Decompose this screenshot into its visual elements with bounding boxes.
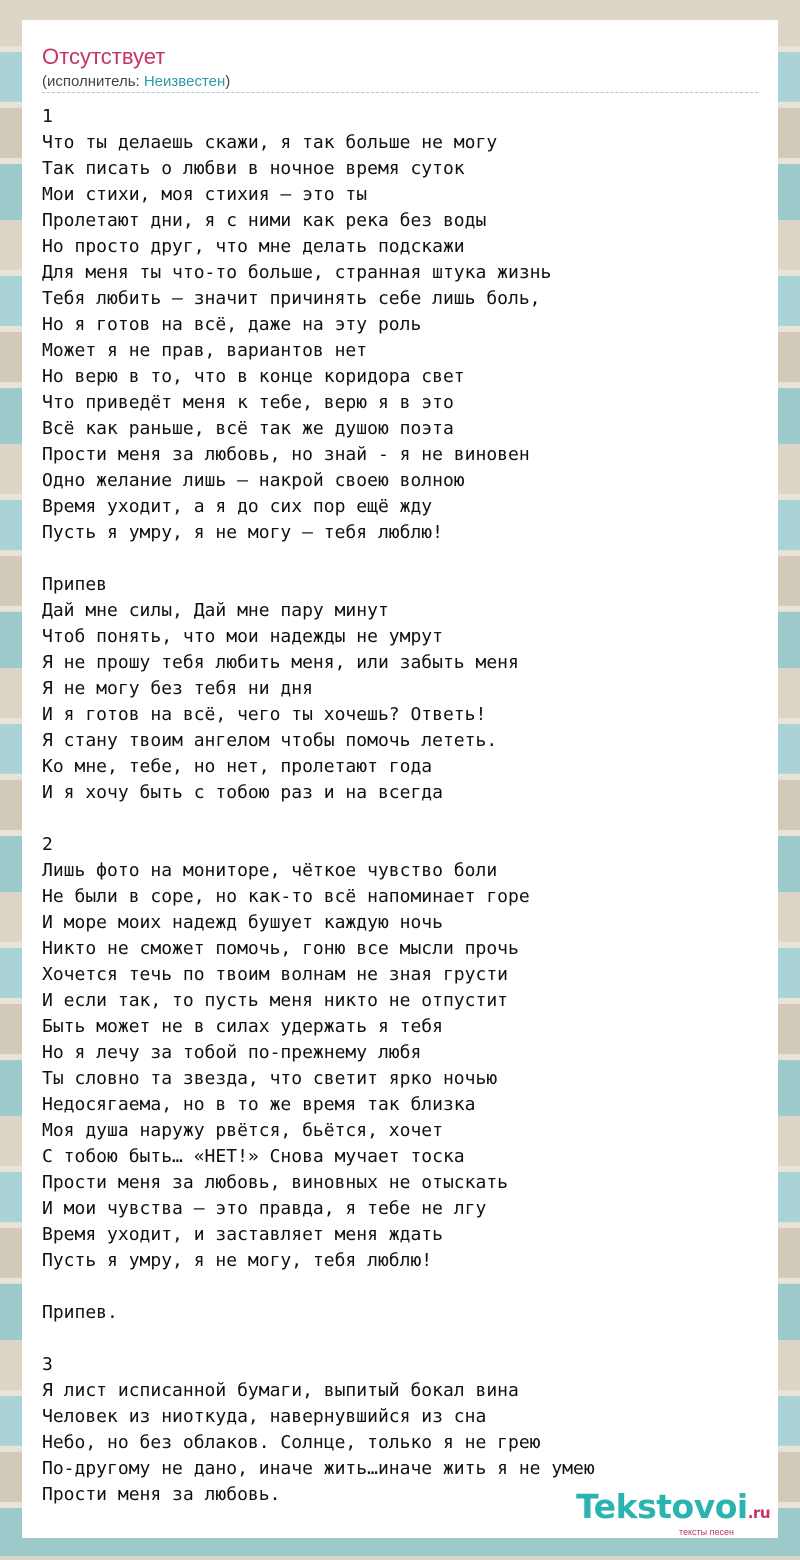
lyric-line: Человек из ниоткуда, навернувшийся из сна <box>42 1406 487 1427</box>
artist-suffix: ) <box>225 73 231 90</box>
lyric-line: Небо, но без облаков. Солнце, только я не грею <box>42 1432 541 1453</box>
lyric-line: Ты словно та звезда, что светит ярко ночью <box>42 1068 498 1089</box>
lyric-line: 3 <box>42 1354 53 1375</box>
lyric-line: Быть может не в силах удержать я тебя <box>42 1016 443 1037</box>
lyrics-text <box>42 104 595 1508</box>
lyric-blank-line <box>42 546 595 572</box>
lyric-line: Прости меня за любовь. <box>42 1484 281 1505</box>
lyric-line: Но я лечу за тобой по-прежнему любя <box>42 1042 422 1063</box>
lyric-line: Но верю в то, что в конце коридора свет <box>42 366 465 387</box>
lyric-line: Тебя любить – значит причинять себе лишь боль, <box>42 288 541 309</box>
lyric-line: Но просто друг, что мне делать подскажи <box>42 236 465 257</box>
lyric-line: Что приведёт меня к тебе, верю я в это <box>42 392 454 413</box>
lyric-line: Моя душа наружу рвётся, бьётся, хочет <box>42 1120 443 1141</box>
artist-prefix: (исполнитель: <box>42 73 144 90</box>
lyric-line: Ко мне, тебе, но нет, пролетают года <box>42 756 433 777</box>
lyric-line: Но я готов на всё, даже на эту роль <box>42 314 422 335</box>
lyric-blank-line <box>42 1326 595 1352</box>
lyric-line: Прости меня за любовь, виновных не отыскать <box>42 1172 508 1193</box>
lyric-line: Пусть я умру, я не могу, тебя люблю! <box>42 1250 433 1271</box>
lyric-line: Так писать о любви в ночное время суток <box>42 158 465 179</box>
lyric-line: Чтоб понять, что мои надежды не умрут <box>42 626 443 647</box>
lyric-line: Припев. <box>42 1302 118 1323</box>
lyric-line: Лишь фото на мониторе, чёткое чувство боли <box>42 860 498 881</box>
lyric-line: Недосягаема, но в то же время так близка <box>42 1094 476 1115</box>
lyric-line: Для меня ты что-то больше, странная штука жизнь <box>42 262 552 283</box>
lyric-line: Хочется течь по твоим волнам не зная грусти <box>42 964 508 985</box>
lyric-line: По-другому не дано, иначе жить…иначе жить я не умею <box>42 1458 595 1479</box>
lyric-line: Одно желание лишь – накрой своею волною <box>42 470 465 491</box>
lyric-line: И море моих надежд бушует каждую ночь <box>42 912 443 933</box>
lyric-line: Что ты делаешь скажи, я так больше не могу <box>42 132 498 153</box>
lyric-line: Я лист исписанной бумаги, выпитый бокал вина <box>42 1380 519 1401</box>
artist-line <box>42 72 230 92</box>
lyric-line: Припев <box>42 574 108 595</box>
artist-link[interactable]: Неизвестен <box>143 73 226 90</box>
logo-name: Tekstovoi <box>576 1487 748 1526</box>
lyric-line: Я стану твоим ангелом чтобы помочь лететь. <box>42 730 498 751</box>
lyric-line: Мои стихи, моя стихия – это ты <box>42 184 368 205</box>
lyric-blank-line <box>42 806 595 832</box>
logo-tld: .ru <box>747 1504 770 1522</box>
lyric-line: И я готов на всё, чего ты хочешь? Ответь! <box>42 704 487 725</box>
lyric-line: 1 <box>42 106 53 127</box>
lyric-line: Всё как раньше, всё так же душою поэта <box>42 418 454 439</box>
lyric-line: Никто не сможет помочь, гоню все мысли прочь <box>42 938 519 959</box>
lyric-line: С тобою быть… «НЕТ!» Снова мучает тоска <box>42 1146 465 1167</box>
lyric-line: Время уходит, а я до сих пор ещё жду <box>42 496 433 517</box>
lyric-line: Не были в соре, но как-то всё напоминает горе <box>42 886 530 907</box>
lyric-line: Пусть я умру, я не могу – тебя люблю! <box>42 522 443 543</box>
lyric-line: И мои чувства – это правда, я тебе не лгу <box>42 1198 487 1219</box>
lyric-line: Может я не прав, вариантов нет <box>42 340 368 361</box>
lyric-line: И я хочу быть с тобою раз и на всегда <box>42 782 443 803</box>
lyrics-card <box>22 20 778 1538</box>
lyric-line: И если так, то пусть меня никто не отпустит <box>42 990 508 1011</box>
lyric-line: 2 <box>42 834 53 855</box>
song-title: Отсутствует <box>42 44 166 69</box>
lyric-line: Пролетают дни, я с ними как река без воды <box>42 210 487 231</box>
lyric-line: Время уходит, и заставляет меня ждать <box>42 1224 443 1245</box>
lyric-line: Дай мне силы, Дай мне пару минут <box>42 600 389 621</box>
logo-tagline: тексты песен <box>678 1527 734 1537</box>
lyric-line: Прости меня за любовь, но знай - я не виновен <box>42 444 530 465</box>
site-logo[interactable] <box>576 1489 770 1538</box>
lyric-blank-line <box>42 1274 595 1300</box>
lyric-line: Я не прошу тебя любить меня, или забыть меня <box>42 652 519 673</box>
title-divider <box>42 92 758 93</box>
logo-wordmark <box>576 1489 770 1531</box>
lyric-line: Я не могу без тебя ни дня <box>42 678 313 699</box>
